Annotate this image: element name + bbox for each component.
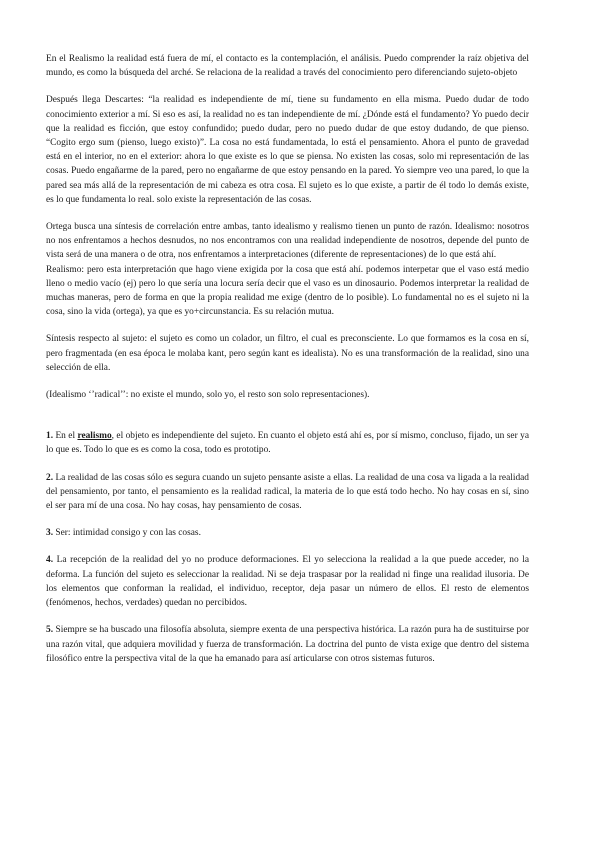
spacer <box>46 513 529 526</box>
item-number: 4. <box>46 555 54 566</box>
spacer <box>46 319 529 332</box>
item-text: La realidad de las cosas sólo es segura cuando un sujeto pensante asiste a ellas. La realidad de una cosa va ligada a la realidad del pensamiento, por tanto, el pensamiento es la realidad radical, la materia de lo que está todo hecho. No hay cosas en sí, sino el ser para mí de una cosa. No hay cosas, hay pensamiento de cosas. <box>46 472 529 512</box>
spacer <box>46 540 529 553</box>
item-text: , el objeto es independiente del sujeto. En cuanto el objeto está ahí es, por sí mismo, concluso, fijado, un ser ya lo que es. Todo lo que es es como la cosa, todo es prototipo. <box>46 431 529 456</box>
item-text: Siempre se ha buscado una filosofía absoluta, siempre exenta de una perspectiva histórica. La razón pura ha de sustituirse por una razón vital, que adquiera movilidad y fuerza de transformación. La doctrina del punto de vista exige que dentro del sistema filosófico entre la perspectiva vital de la que ha emanado para así articularse con otros sistemas futuros. <box>46 625 529 664</box>
paragraph-idealismo-radical: (Idealismo ‘’radical’’: no existe el mundo, solo yo, el resto son solo representaciones). <box>46 390 370 401</box>
paragraph-ortega-idealismo: Ortega busca una síntesis de correlación entre ambas, tanto idealismo y realismo tienen un punto de razón. Idealismo: nosotros no nos enfrentamos a hechos desnudos, no nos encontramos con una realidad independiente de nosotros, depende del punto de vista será de una manera o de otra, nos enfrentamos a interpretaciones (diferente de representaciones) de lo que está ahí. <box>46 222 529 261</box>
spacer <box>46 207 529 220</box>
item-text: En el <box>53 431 78 442</box>
item-emphasis: realismo <box>77 431 112 442</box>
item-text: Ser: intimidad consigo y con las cosas. <box>53 528 201 539</box>
list-item-3 <box>46 526 529 540</box>
spacer <box>46 458 529 471</box>
spacer <box>46 375 529 388</box>
item-number: 2. <box>46 472 54 483</box>
item-number: 3. <box>46 528 54 539</box>
paragraph-sintesis-sujeto: Síntesis respecto al sujeto: el sujeto es como un colador, un filtro, el cual es preconsciente. Lo que formamos es la cosa en sí, pero fragmentada (en esa época le molaba kant, pero según kant es idealista). No es una transformación de la realidad, sino una selección de ella. <box>46 334 529 373</box>
item-number: 5. <box>46 625 54 636</box>
paragraph-descartes: Después llega Descartes: “la realidad es independiente de mí, tiene su fundamento en ella misma. Puedo dudar de todo conocimiento exterior a mí. Si eso es así, la realidad no es tan independiente de mí. ¿Dónde está el fundamento? Yo puedo decir que la realidad es ficción, que estoy confundido; puedo dudar, pero no puedo dudar de que estoy dudando, de que pienso. “Cogito ergo sum (pienso, luego existo)”. La cosa no está fundamentada, lo está el pensamiento. Ahora el punto de gravedad está en el interior, no en el exterior: ahora lo que existe es lo que se piensa. No existen las cosas, solo mi representación de las cosas. Puedo engañarme de la pared, pero no engañarme de que estoy pensando en la pared. Yo siempre veo una pared, lo que la pared sea más allá de la representación de mi cabeza es otra cosa. El sujeto es lo que existe, a partir de él todo lo demás existe, es lo que fundamenta lo real. solo existe la representación de las cosas. <box>46 95 529 205</box>
spacer <box>46 610 529 623</box>
list-item-2 <box>46 471 529 514</box>
spacer <box>46 402 529 429</box>
spacer <box>46 80 529 93</box>
list-item-5 <box>46 623 529 666</box>
paragraph-realismo-intro: En el Realismo la realidad está fuera de mí, el contacto es la contemplación, el análisis. Puedo comprender la raíz objetiva del mundo, es como la búsqueda del arché. Se relaciona de la realidad a través del conocimiento pero diferenciando sujeto-objeto <box>46 54 529 79</box>
item-text: La recepción de la realidad del yo no produce deformaciones. El yo selecciona la realidad a la que puede acceder, no la deforma. La función del sujeto es seleccionar la realidad. Ni se deja traspasar por la realidad ni finge una realidad ilusoria. De los elementos que conforman la realidad, el individuo, receptor, deja pasar un número de ellos. El resto de elementos (fenómenos, hechos, verdades) quedan no percibidos. <box>46 555 529 609</box>
item-number: 1. <box>46 431 54 442</box>
list-item-1 <box>46 429 529 457</box>
paragraph-ortega-realismo: Realismo: pero esta interpretación que hago viene exigida por la cosa que está ahí. podemos interpetar que el vaso está medio lleno o medio vacío (ej) pero lo que sería una locura sería decir que el vaso es un dinosaurio. Podemos interpretar la realidad de muchas maneras, pero de forma en que la propia realidad me exige (dentro de lo posible). Lo fundamental no es el sujeto ni la cosa, sino la vida (ortega), ya que es yo+circunstancia. Es su relación mutua. <box>46 264 529 318</box>
list-item-4 <box>46 553 529 610</box>
